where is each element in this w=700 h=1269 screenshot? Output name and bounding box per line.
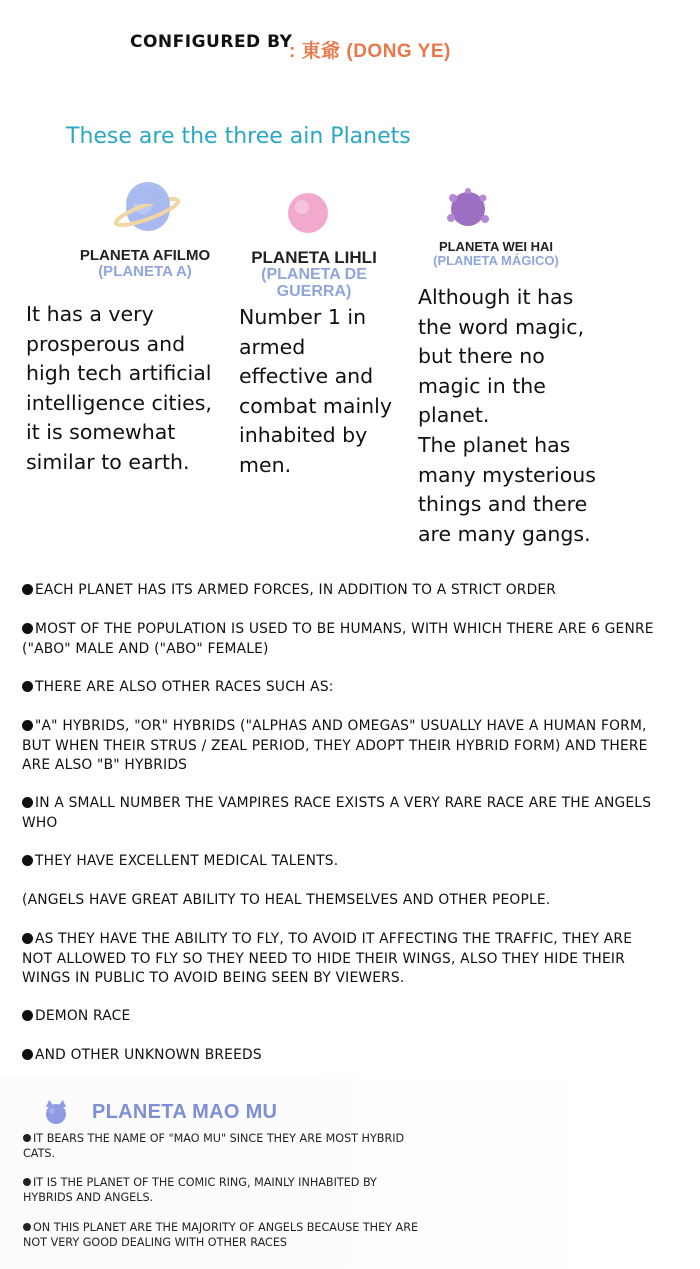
info-bullet (22, 1046, 662, 1066)
bullet-text: EACH PLANET HAS ITS ARMED FORCES, IN ADDITION TO A STRICT ORDER (35, 582, 557, 598)
credit-name: : 東爺 (DONG YE) (289, 41, 451, 62)
bullet-dot-icon (22, 933, 33, 944)
bullet-text: "A" HYBRIDS, "OR" HYBRIDS ("ALPHAS AND OMEGAS" USUALLY HAVE A HUMAN FORM, BUT WHEN THEIR STRUS / ZEAL PERIOD, THEY ADOPT THEIR HYBRID FORM) AND THERE ARE ALSO "B" HYBRIDS (22, 718, 648, 773)
bullet-dot-icon (22, 797, 33, 808)
section-title: These are the three ain Planets (66, 124, 411, 149)
mao-mu-bullet (23, 1220, 423, 1250)
planet-subtitle-lihli: (PLANETA DE GUERRA) (261, 266, 367, 300)
cat-planet-icon (42, 1099, 70, 1125)
mao-mu-bullet (23, 1131, 423, 1161)
bullet-text: AND OTHER UNKNOWN BREEDS (35, 1047, 262, 1063)
planet-description-lihli: Number 1 in armed effective and combat mainly inhabited by men. (239, 305, 392, 477)
bullet-dot-icon (22, 720, 33, 731)
bullet-text: IT BEARS THE NAME OF "MAO MU" SINCE THEY ARE MOST HYBRID CATS. (23, 1132, 405, 1160)
info-bullet (22, 717, 662, 776)
planet-lihli-icon (285, 190, 331, 236)
bullet-text: DEMON RACE (35, 1008, 131, 1024)
info-bullet (22, 930, 662, 989)
planet-name-wei-hai: PLANETA WEI HAI (438, 239, 554, 254)
info-bullet (22, 794, 662, 833)
info-bullet (22, 852, 662, 872)
bullet-dot-icon (23, 1223, 31, 1231)
info-bullet (22, 678, 662, 698)
bullet-dot-icon (22, 584, 33, 595)
info-note (22, 891, 662, 911)
bullet-text: IN A SMALL NUMBER THE VAMPIRES RACE EXISTS A VERY RARE RACE ARE THE ANGELS WHO (22, 795, 652, 831)
mao-mu-bullet (23, 1175, 423, 1205)
bullet-text: (ANGELS HAVE GREAT ABILITY TO HEAL THEMSELVES AND OTHER PEOPLE. (22, 892, 551, 908)
bullet-dot-icon (22, 681, 33, 692)
bullet-dot-icon (23, 1178, 31, 1186)
planet-name-afilmo: PLANETA AFILMO (79, 247, 211, 264)
info-bullet (22, 620, 662, 659)
mao-mu-title: PLANETA MAO MU (92, 1101, 278, 1123)
planet-description-wei-hai: Although it has the word magic, but there no magic in the planet. The planet has many mysterious things and there are many gangs. (418, 285, 596, 546)
planet-description-afilmo: It has a very prosperous and high tech artificial intelligence cities, it is somewhat similar to earth. (26, 302, 212, 474)
planet-subtitle-afilmo: (PLANETA A) (98, 263, 192, 280)
bullet-dot-icon (22, 855, 33, 866)
bullet-text: IT IS THE PLANET OF THE COMIC RING, MAINLY INHABITED BY HYBRIDS AND ANGELS. (23, 1176, 377, 1204)
bullet-dot-icon (22, 623, 33, 634)
info-bullet (22, 581, 662, 601)
bullet-text: THEY HAVE EXCELLENT MEDICAL TALENTS. (35, 853, 339, 869)
bullet-text: THERE ARE ALSO OTHER RACES SUCH AS: (35, 679, 334, 695)
bullet-text: AS THEY HAVE THE ABILITY TO FLY, TO AVOID IT AFFECTING THE TRAFFIC, THEY ARE NOT ALLOWED TO FLY SO THEY NEED TO HIDE THEIR WINGS, ALSO THEY HIDE THEIR WINGS IN PUBLIC TO AVOID BEING SEEN BY VIEWERS. (22, 931, 633, 986)
planet-afilmo-icon (112, 182, 182, 236)
bullet-text: ON THIS PLANET ARE THE MAJORITY OF ANGELS BECAUSE THEY ARE NOT VERY GOOD DEALING WITH OTHER RACES (23, 1221, 419, 1249)
planet-subtitle-wei-hai: (PLANETA MÁGICO) (433, 253, 559, 268)
bullet-text: MOST OF THE POPULATION IS USED TO BE HUMANS, WITH WHICH THERE ARE 6 GENRE ("ABO" MALE AND ("ABO" FEMALE) (22, 621, 654, 657)
planet-name-lihli: PLANETA LIHLI (251, 248, 377, 267)
bullet-dot-icon (22, 1010, 33, 1021)
info-bullet (22, 1007, 662, 1027)
bullet-dot-icon (23, 1134, 31, 1142)
planet-wei-hai-icon (443, 186, 493, 232)
bullet-dot-icon (22, 1049, 33, 1060)
credit-label: CONFIGURED BY (130, 32, 293, 52)
